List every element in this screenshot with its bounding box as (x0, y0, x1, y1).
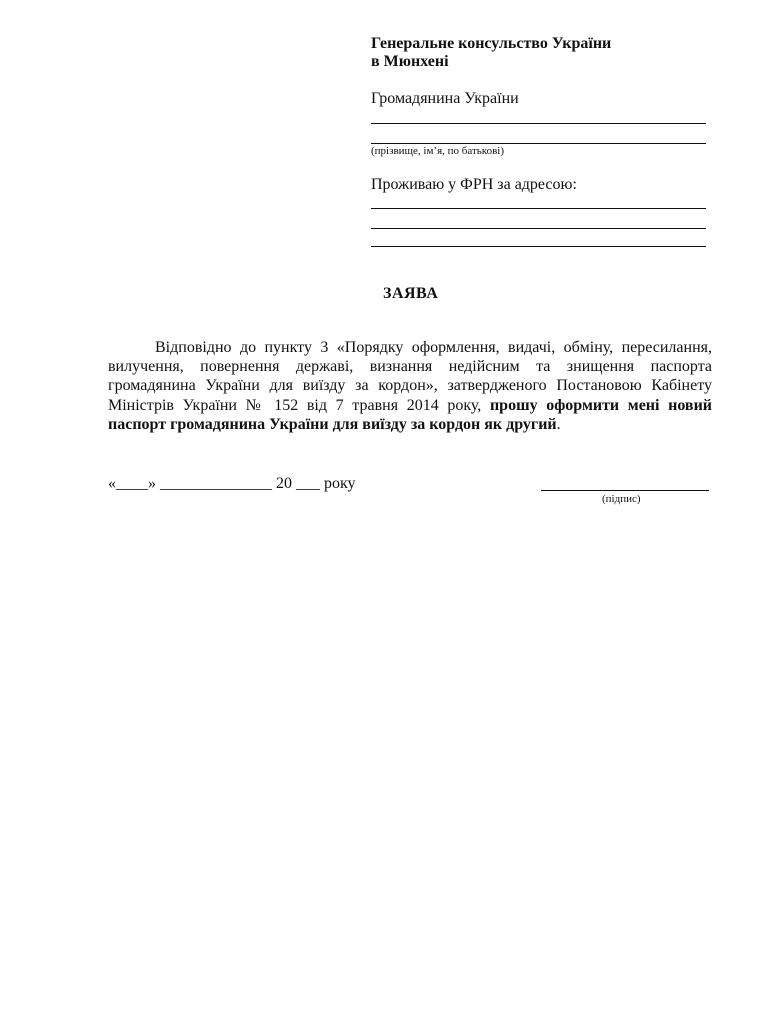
body-end-punctuation: . (556, 415, 561, 433)
address-blank-line-2 (371, 228, 706, 229)
document-title: ЗАЯВА (383, 285, 439, 302)
signature-blank-line (541, 490, 709, 491)
address-label: Проживаю у ФРН за адресою: (371, 176, 577, 193)
body-regular-text: Відповідно до пункту 3 «Порядку оформлення, видачі, обміну, пересилання, вилучення, повернення державі, визнання недійсним та знищення паспорта громадянина України для виїзду за кордон», затвердженого Постановою Кабінету Міністрів України № 152 від 7 травня 2014 року, (108, 339, 712, 414)
address-blank-line-1 (371, 208, 706, 209)
name-field-hint: (прізвище, ім’я, по батькові) (371, 145, 504, 157)
date-line: «____» ______________ 20 ___ року (108, 475, 356, 492)
citizen-label: Громадянина України (371, 90, 519, 107)
application-body-text (108, 338, 712, 434)
name-blank-line-1 (371, 123, 706, 124)
body-request-text: прошу оформити мені новий паспорт громадянина України для виїзду за кордон як другий (108, 396, 713, 433)
consulate-city: в Мюнхені (371, 53, 449, 70)
address-blank-line-3 (371, 246, 706, 247)
addressee-block (371, 35, 711, 71)
consulate-name: Генеральне консульство України (371, 35, 612, 52)
signature-hint: (підпис) (602, 493, 641, 505)
name-blank-line-2 (371, 143, 706, 144)
